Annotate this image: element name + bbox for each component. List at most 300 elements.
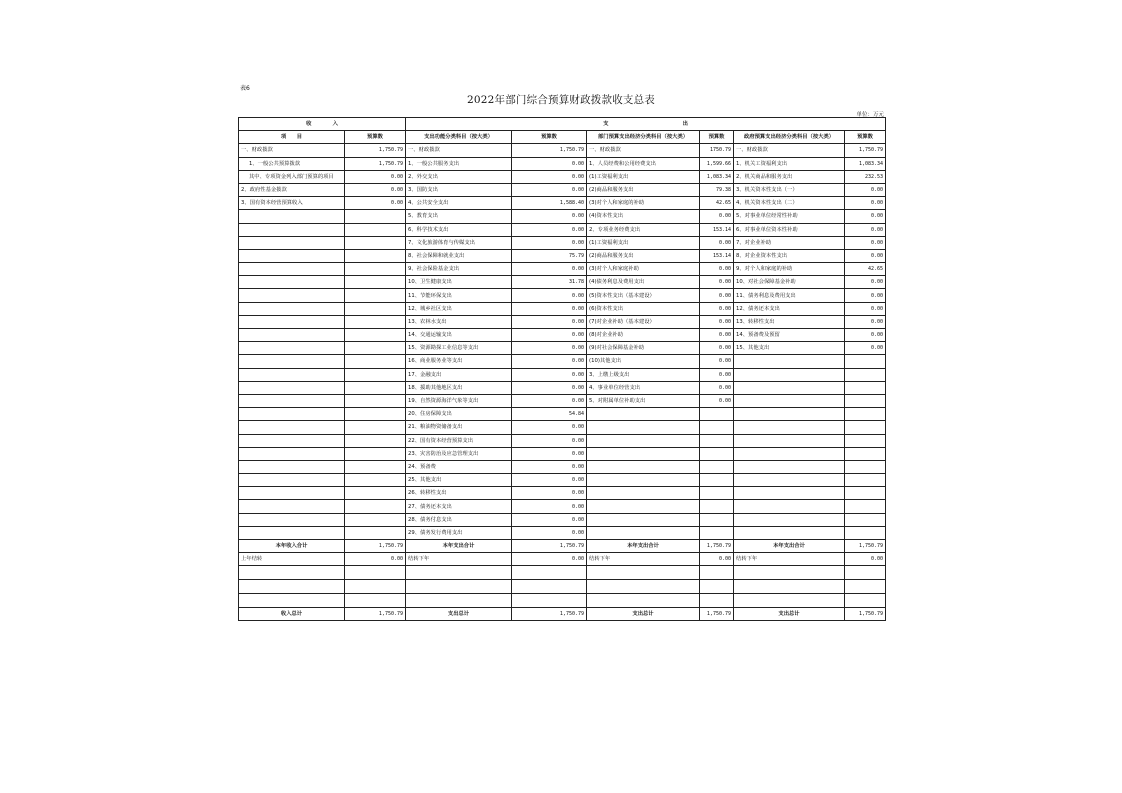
function-item: 29、债务发行费用支出 (406, 526, 512, 539)
table-row (239, 210, 886, 223)
function-amount: 0.00 (512, 289, 587, 302)
dept-econ-amount (700, 408, 734, 421)
function-item: 5、教育支出 (406, 210, 512, 223)
function-item: 17、金融支出 (406, 368, 512, 381)
function-item: 本年支出合计 (406, 540, 512, 553)
income-amount (345, 210, 406, 223)
gov-econ-item (734, 381, 845, 394)
dept-econ-item (587, 434, 700, 447)
gov-econ-item: 7、对企业补助 (734, 236, 845, 249)
income-item (239, 329, 345, 342)
function-item: 14、交通运输支出 (406, 329, 512, 342)
carry-over-row (239, 553, 886, 566)
income-item (239, 315, 345, 328)
gov-econ-item: 14、预备费及预留 (734, 329, 845, 342)
table-row (239, 315, 886, 328)
income-item (239, 408, 345, 421)
table-row (239, 355, 886, 368)
dept-econ-item: 4、事业单位经营支出 (587, 381, 700, 394)
budget-table (238, 117, 886, 621)
function-amount: 0.00 (512, 157, 587, 170)
income-amount (345, 394, 406, 407)
dept-econ-amount (700, 500, 734, 513)
income-item (239, 263, 345, 276)
income-section-header: 收 入 (239, 118, 406, 131)
income-amount (345, 381, 406, 394)
function-amount: 0.00 (512, 460, 587, 473)
income-item (239, 236, 345, 249)
gov-econ-item: 本年支出合计 (734, 540, 845, 553)
function-amount: 0.00 (512, 355, 587, 368)
gov-econ-item (734, 580, 845, 594)
function-item: 18、援助其他地区支出 (406, 381, 512, 394)
gov-econ-amount: 232.53 (845, 170, 886, 183)
function-item: 25、其他支出 (406, 474, 512, 487)
income-item (239, 594, 345, 608)
function-item: 24、预备费 (406, 460, 512, 473)
income-item (239, 447, 345, 460)
gov-econ-amount (845, 580, 886, 594)
dept-econ-amount: 1,083.34 (700, 170, 734, 183)
gov-econ-amount: 0.00 (845, 276, 886, 289)
dept-econ-item: 结转下年 (587, 553, 700, 566)
function-item: 27、债务还本支出 (406, 500, 512, 513)
gov-econ-item (734, 408, 845, 421)
income-amount (345, 355, 406, 368)
income-item (239, 302, 345, 315)
gov-econ-amount (845, 408, 886, 421)
table-row (239, 144, 886, 157)
dept-econ-amount (700, 447, 734, 460)
income-amount (345, 223, 406, 236)
dept-econ-item (587, 487, 700, 500)
gov-econ-item (734, 566, 845, 580)
function-item: 结转下年 (406, 553, 512, 566)
income-amount (345, 447, 406, 460)
function-amount: 0.00 (512, 394, 587, 407)
table-row (239, 460, 886, 473)
table-row (239, 157, 886, 170)
income-amount: 0.00 (345, 183, 406, 196)
income-amount (345, 249, 406, 262)
function-amount: 1,750.79 (512, 608, 587, 621)
function-item: 28、债务付息支出 (406, 513, 512, 526)
income-item (239, 474, 345, 487)
gov-econ-item: 9、对个人和家庭的补助 (734, 263, 845, 276)
dept-econ-item: (4)债务利息及费用支出 (587, 276, 700, 289)
dept-econ-item: (1)工资福利支出 (587, 236, 700, 249)
gov-econ-amount (845, 594, 886, 608)
table-row (239, 170, 886, 183)
table-row (239, 236, 886, 249)
income-amount (345, 566, 406, 580)
dept-econ-item (587, 500, 700, 513)
function-amount: 0.00 (512, 342, 587, 355)
gov-econ-item (734, 394, 845, 407)
function-amount: 0.00 (512, 381, 587, 394)
dept-econ-item: (10)其他支出 (587, 355, 700, 368)
table-row (239, 394, 886, 407)
page-title: 2022年部门综合预算财政拨款收支总表 (466, 94, 656, 106)
gov-econ-item: 11、债务利息及费用支出 (734, 289, 845, 302)
dept-econ-item (587, 447, 700, 460)
income-amount: 0.00 (345, 170, 406, 183)
gov-econ-amount: 0.00 (845, 236, 886, 249)
function-item: 6、科学技术支出 (406, 223, 512, 236)
function-amount: 0.00 (512, 183, 587, 196)
gov-econ-amount (845, 381, 886, 394)
dept-econ-amount: 0.00 (700, 394, 734, 407)
function-amount: 1,750.79 (512, 540, 587, 553)
dept-econ-item (587, 566, 700, 580)
gov-econ-item (734, 526, 845, 539)
dept-econ-item: 5、对附属单位补助支出 (587, 394, 700, 407)
income-amount (345, 421, 406, 434)
gov-econ-amount (845, 513, 886, 526)
function-item: 3、国防支出 (406, 183, 512, 196)
dept-econ-amount: 0.00 (700, 329, 734, 342)
income-item (239, 368, 345, 381)
dept-econ-item: (2)商品和服务支出 (587, 183, 700, 196)
table-row (239, 421, 886, 434)
function-item: 支出总计 (406, 608, 512, 621)
income-item (239, 526, 345, 539)
dept-econ-amount (700, 421, 734, 434)
income-amount (345, 513, 406, 526)
dept-econ-item: (6)资本性支出 (587, 302, 700, 315)
dept-econ-item: (5)资本性支出（基本建设） (587, 289, 700, 302)
gov-econ-item (734, 355, 845, 368)
dept-econ-amount (700, 566, 734, 580)
dept-econ-amount: 1,750.79 (700, 608, 734, 621)
dept-econ-amount: 1,750.79 (700, 540, 734, 553)
table-row (239, 329, 886, 342)
dept-econ-amount: 0.00 (700, 236, 734, 249)
dept-econ-amount: 1,599.66 (700, 157, 734, 170)
function-item: 4、公共安全支出 (406, 197, 512, 210)
dept-econ-amount: 0.00 (700, 210, 734, 223)
gov-econ-item: 结转下年 (734, 553, 845, 566)
table-row (239, 276, 886, 289)
income-item: 3、国有资本经营预算收入 (239, 197, 345, 210)
dept-econ-item: (9)对社会保障基金补助 (587, 342, 700, 355)
function-amount: 0.00 (512, 553, 587, 566)
dept-econ-amount: 79.38 (700, 183, 734, 196)
dept-econ-item (587, 474, 700, 487)
income-amount (345, 500, 406, 513)
dept-econ-amount: 0.00 (700, 302, 734, 315)
table-row (239, 447, 886, 460)
income-item (239, 421, 345, 434)
income-item: 其中、专项资金列入部门预算的项目 (239, 170, 345, 183)
dept-econ-amount: 0.00 (700, 368, 734, 381)
gov-econ-amount: 0.00 (845, 315, 886, 328)
gov-econ-amount (845, 460, 886, 473)
function-item: 7、文化旅游体育与传媒支出 (406, 236, 512, 249)
dept-econ-amount: 0.00 (700, 342, 734, 355)
income-amount (345, 580, 406, 594)
function-amount: 0.00 (512, 474, 587, 487)
gov-econ-amount: 42.65 (845, 263, 886, 276)
column-header: 支出功能分类科目（按大类） (406, 131, 512, 144)
dept-econ-item (587, 460, 700, 473)
function-amount: 31.78 (512, 276, 587, 289)
income-amount (345, 434, 406, 447)
income-amount (345, 342, 406, 355)
income-amount (345, 236, 406, 249)
function-amount: 0.00 (512, 513, 587, 526)
table-row (239, 289, 886, 302)
function-amount (512, 594, 587, 608)
income-item (239, 276, 345, 289)
function-amount: 0.00 (512, 447, 587, 460)
function-item: 一、财政拨款 (406, 144, 512, 157)
dept-econ-item: 本年支出合计 (587, 540, 700, 553)
income-item (239, 355, 345, 368)
dept-econ-amount (700, 474, 734, 487)
income-amount (345, 474, 406, 487)
gov-econ-item: 一、财政拨款 (734, 144, 845, 157)
income-item (239, 460, 345, 473)
dept-econ-amount: 0.00 (700, 263, 734, 276)
income-item (239, 210, 345, 223)
gov-econ-item: 12、债务还本支出 (734, 302, 845, 315)
dept-econ-item (587, 421, 700, 434)
gov-econ-item (734, 487, 845, 500)
function-amount: 0.00 (512, 223, 587, 236)
blank-row (239, 594, 886, 608)
income-item (239, 394, 345, 407)
gov-econ-amount: 0.00 (845, 223, 886, 236)
function-item (406, 580, 512, 594)
income-amount (345, 302, 406, 315)
dept-econ-amount (700, 513, 734, 526)
function-amount: 0.00 (512, 500, 587, 513)
dept-econ-item: 一、财政拨款 (587, 144, 700, 157)
total-row (239, 608, 886, 621)
column-header: 预算数 (345, 131, 406, 144)
function-item: 19、自然资源海洋气象等支出 (406, 394, 512, 407)
income-amount (345, 289, 406, 302)
dept-econ-amount: 1750.79 (700, 144, 734, 157)
income-amount (345, 315, 406, 328)
dept-econ-item: (2)商品和服务支出 (587, 249, 700, 262)
gov-econ-amount: 0.00 (845, 289, 886, 302)
income-item (239, 500, 345, 513)
function-amount: 0.00 (512, 368, 587, 381)
income-item: 一、财政拨款 (239, 144, 345, 157)
function-amount: 0.00 (512, 236, 587, 249)
income-item: 本年收入合计 (239, 540, 345, 553)
income-item (239, 249, 345, 262)
dept-econ-amount (700, 434, 734, 447)
gov-econ-amount (845, 355, 886, 368)
gov-econ-amount: 0.00 (845, 210, 886, 223)
dept-econ-item: (1)工资福利支出 (587, 170, 700, 183)
gov-econ-amount: 1,750.79 (845, 144, 886, 157)
gov-econ-item: 1、机关工资福利支出 (734, 157, 845, 170)
dept-econ-amount: 153.14 (700, 249, 734, 262)
gov-econ-amount: 0.00 (845, 302, 886, 315)
income-amount (345, 276, 406, 289)
income-amount (345, 460, 406, 473)
income-item (239, 434, 345, 447)
dept-econ-amount: 0.00 (700, 289, 734, 302)
function-item: 20、住房保障支出 (406, 408, 512, 421)
table-row (239, 263, 886, 276)
function-item: 10、卫生健康支出 (406, 276, 512, 289)
column-header: 项 目 (239, 131, 345, 144)
gov-econ-amount (845, 421, 886, 434)
function-item: 9、社会保险基金支出 (406, 263, 512, 276)
table-row (239, 183, 886, 196)
function-item (406, 566, 512, 580)
gov-econ-amount: 1,750.79 (845, 540, 886, 553)
table-row (239, 368, 886, 381)
gov-econ-item (734, 594, 845, 608)
dept-econ-item: 3、上缴上级支出 (587, 368, 700, 381)
gov-econ-item: 13、转移性支出 (734, 315, 845, 328)
unit-label: 单位：万元 (856, 112, 884, 118)
dept-econ-item: (4)资本性支出 (587, 210, 700, 223)
dept-econ-item: (7)对企业补助（基本建设） (587, 315, 700, 328)
dept-econ-amount (700, 460, 734, 473)
gov-econ-amount: 0.00 (845, 183, 886, 196)
gov-econ-amount: 1,750.79 (845, 608, 886, 621)
function-amount: 0.00 (512, 302, 587, 315)
gov-econ-amount: 0.00 (845, 329, 886, 342)
income-item (239, 342, 345, 355)
income-item: 2、政府性基金拨款 (239, 183, 345, 196)
function-amount: 75.79 (512, 249, 587, 262)
gov-econ-item: 支出总计 (734, 608, 845, 621)
income-item (239, 580, 345, 594)
table-row (239, 434, 886, 447)
table-row (239, 381, 886, 394)
function-item: 21、粮油物资储备支出 (406, 421, 512, 434)
table-row (239, 342, 886, 355)
function-amount: 0.00 (512, 421, 587, 434)
income-amount: 0.00 (345, 197, 406, 210)
dept-econ-item: 支出总计 (587, 608, 700, 621)
table-row (239, 513, 886, 526)
income-item: 收入总计 (239, 608, 345, 621)
income-item (239, 513, 345, 526)
income-amount (345, 487, 406, 500)
gov-econ-amount (845, 394, 886, 407)
income-item (239, 289, 345, 302)
gov-econ-item: 6、对事业单位资本性补助 (734, 223, 845, 236)
function-item: 12、城乡社区支出 (406, 302, 512, 315)
function-item: 1、一般公共服务支出 (406, 157, 512, 170)
function-item: 13、农林水支出 (406, 315, 512, 328)
function-item: 26、转移性支出 (406, 487, 512, 500)
income-amount (345, 329, 406, 342)
gov-econ-amount (845, 434, 886, 447)
expense-section-header: 支 出 (406, 118, 886, 131)
dept-econ-amount (700, 580, 734, 594)
gov-econ-amount: 0.00 (845, 342, 886, 355)
income-amount (345, 526, 406, 539)
table-row (239, 500, 886, 513)
gov-econ-item (734, 460, 845, 473)
income-amount: 1,750.79 (345, 144, 406, 157)
dept-econ-amount: 0.00 (700, 315, 734, 328)
function-amount: 1,588.40 (512, 197, 587, 210)
dept-econ-amount: 42.65 (700, 197, 734, 210)
function-amount: 0.00 (512, 263, 587, 276)
gov-econ-amount (845, 526, 886, 539)
income-item (239, 487, 345, 500)
function-amount: 0.00 (512, 434, 587, 447)
income-item (239, 381, 345, 394)
blank-row (239, 566, 886, 580)
gov-econ-amount (845, 447, 886, 460)
dept-econ-item (587, 526, 700, 539)
function-amount: 1,750.79 (512, 144, 587, 157)
gov-econ-item: 4、机关资本性支出（二） (734, 197, 845, 210)
gov-econ-amount (845, 368, 886, 381)
dept-econ-item: 2、专项业务经费支出 (587, 223, 700, 236)
gov-econ-item (734, 368, 845, 381)
gov-econ-amount (845, 487, 886, 500)
gov-econ-amount: 0.00 (845, 553, 886, 566)
income-amount (345, 594, 406, 608)
gov-econ-amount: 0.00 (845, 249, 886, 262)
income-amount: 1,750.79 (345, 157, 406, 170)
column-header: 预算数 (700, 131, 734, 144)
function-amount: 54.84 (512, 408, 587, 421)
function-item: 8、社会保障和就业支出 (406, 249, 512, 262)
dept-econ-amount: 0.00 (700, 355, 734, 368)
income-item (239, 223, 345, 236)
table-row (239, 302, 886, 315)
table-row (239, 197, 886, 210)
dept-econ-item: (8)对企业补助 (587, 329, 700, 342)
function-amount (512, 580, 587, 594)
gov-econ-item (734, 447, 845, 460)
income-amount: 1,750.79 (345, 540, 406, 553)
gov-econ-item (734, 513, 845, 526)
dept-econ-item: (3)对个人和家庭补助 (587, 263, 700, 276)
dept-econ-item (587, 408, 700, 421)
function-amount: 0.00 (512, 526, 587, 539)
function-amount: 0.00 (512, 315, 587, 328)
gov-econ-amount: 1,083.34 (845, 157, 886, 170)
table-row (239, 487, 886, 500)
function-item: 22、国有资本经营预算支出 (406, 434, 512, 447)
column-header: 部门预算支出经济分类科目（按大类） (587, 131, 700, 144)
dept-econ-amount: 0.00 (700, 381, 734, 394)
dept-econ-amount (700, 594, 734, 608)
function-amount: 0.00 (512, 329, 587, 342)
section-header-row (239, 118, 886, 131)
table-number: 表6 (240, 85, 250, 92)
gov-econ-amount (845, 474, 886, 487)
column-header: 政府预算支出经济分类科目（按大类） (734, 131, 845, 144)
gov-econ-item (734, 434, 845, 447)
function-amount: 0.00 (512, 487, 587, 500)
column-header-row (239, 131, 886, 144)
table-row (239, 223, 886, 236)
table-row (239, 249, 886, 262)
function-item: 23、灾害防治及应急管理支出 (406, 447, 512, 460)
gov-econ-item: 8、对企业资本性支出 (734, 249, 845, 262)
gov-econ-item (734, 421, 845, 434)
function-item: 11、节能环保支出 (406, 289, 512, 302)
function-item: 15、资源勘探工业信息等支出 (406, 342, 512, 355)
gov-econ-item: 2、机关商品和服务支出 (734, 170, 845, 183)
